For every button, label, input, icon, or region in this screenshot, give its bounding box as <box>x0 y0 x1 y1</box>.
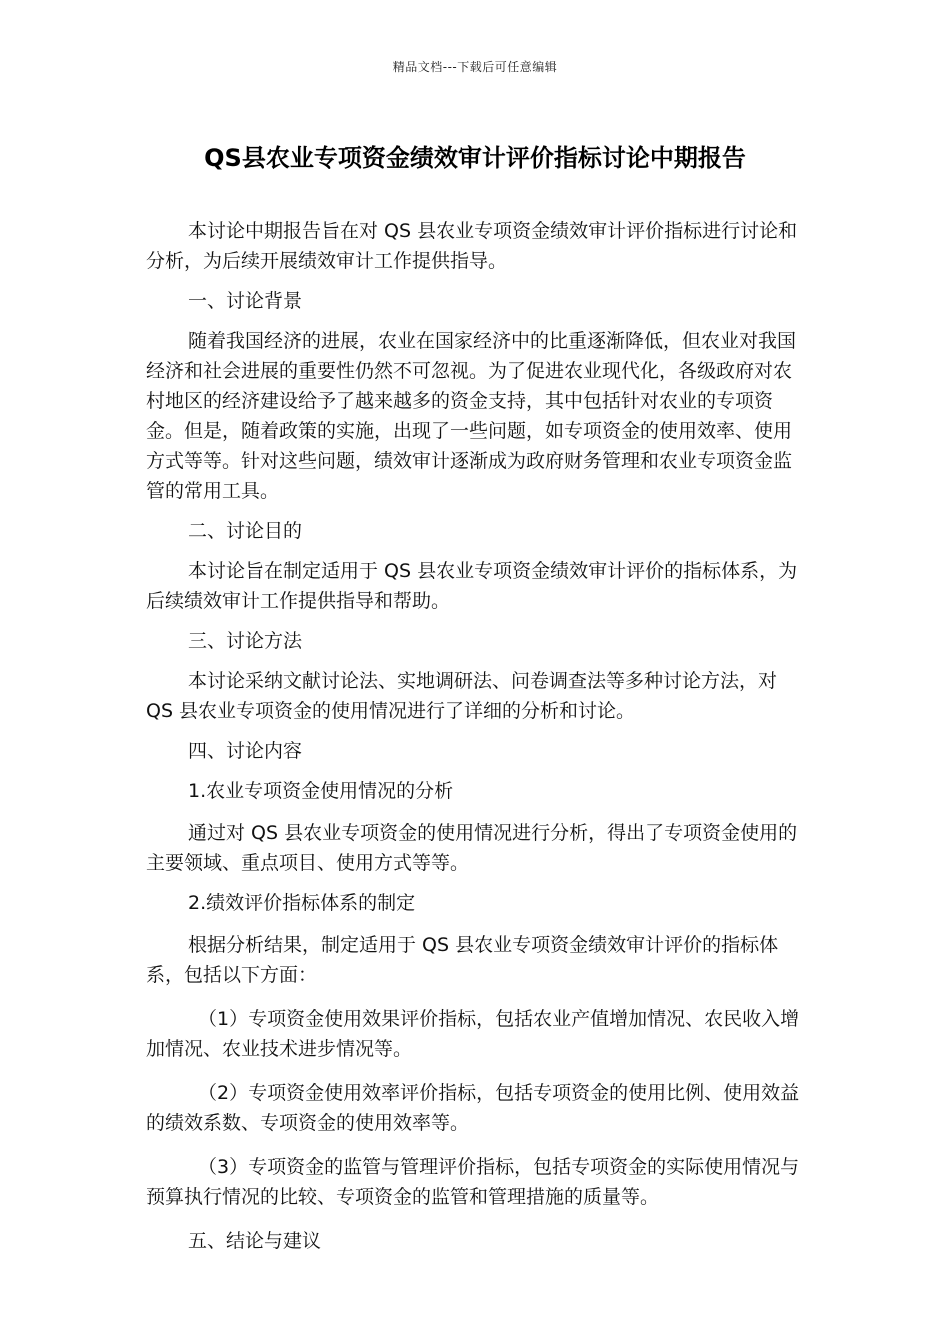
section-heading-content: 四、讨论内容 <box>188 740 303 762</box>
subheading-indicator-system: 2.绩效评价指标体系的制定 <box>188 892 416 914</box>
page-header: 精品文档---下载后可任意编辑 <box>392 60 558 74</box>
background-paragraph: 随着我国经济的进展，农业在国家经济中的比重逐渐降低，但农业对我国经济和社会进展的重要性仍然不可忽视。为了促进农业现代化，各级政府对农村地区的经济建设给予了越来越多的资金支持，其中包括针对农业的专项资金。但是，随着政策的实施，出现了一些问题，如专项资金的使用效率、使用方式等等。针对这些问题，绩效审计逐渐成为政府财务管理和农业专项资金监管的常用工具。 <box>146 330 797 502</box>
document-title: QS县农业专项资金绩效审计评价指标讨论中期报告 <box>204 144 746 172</box>
document-body <box>146 216 806 1256</box>
list-item: （3）专项资金的监管与管理评价指标，包括专项资金的实际使用情况与预算执行情况的比较、专项资金的监管和管理措施的质量等。 <box>146 1156 800 1208</box>
list-item: （2）专项资金使用效率评价指标，包括专项资金的使用比例、使用效益的绩效系数、专项资金的使用效率等。 <box>146 1082 800 1134</box>
usage-analysis-paragraph: 通过对 QS 县农业专项资金的使用情况进行分析，得出了专项资金使用的主要领域、重点项目、使用方式等等。 <box>146 822 798 874</box>
section-heading-purpose: 二、讨论目的 <box>188 520 303 542</box>
intro-paragraph: 本讨论中期报告旨在对 QS 县农业专项资金绩效审计评价指标进行讨论和分析，为后续开展绩效审计工作提供指导。 <box>146 220 798 272</box>
subheading-usage-analysis: 1.农业专项资金使用情况的分析 <box>188 780 454 802</box>
section-heading-conclusion: 五、结论与建议 <box>188 1230 322 1252</box>
list-item: （1）专项资金使用效果评价指标，包括农业产值增加情况、农民收入增加情况、农业技术进步情况等。 <box>146 1008 800 1060</box>
method-paragraph: 本讨论采纳文献讨论法、实地调研法、问卷调查法等多种讨论方法，对 QS 县农业专项资金的使用情况进行了详细的分析和讨论。 <box>146 670 778 722</box>
purpose-paragraph: 本讨论旨在制定适用于 QS 县农业专项资金绩效审计评价的指标体系，为后续绩效审计工作提供指导和帮助。 <box>146 560 798 612</box>
section-heading-method: 三、讨论方法 <box>188 630 303 652</box>
section-heading-background: 一、讨论背景 <box>188 290 303 312</box>
indicator-system-paragraph: 根据分析结果，制定适用于 QS 县农业专项资金绩效审计评价的指标体系，包括以下方面： <box>146 934 779 986</box>
